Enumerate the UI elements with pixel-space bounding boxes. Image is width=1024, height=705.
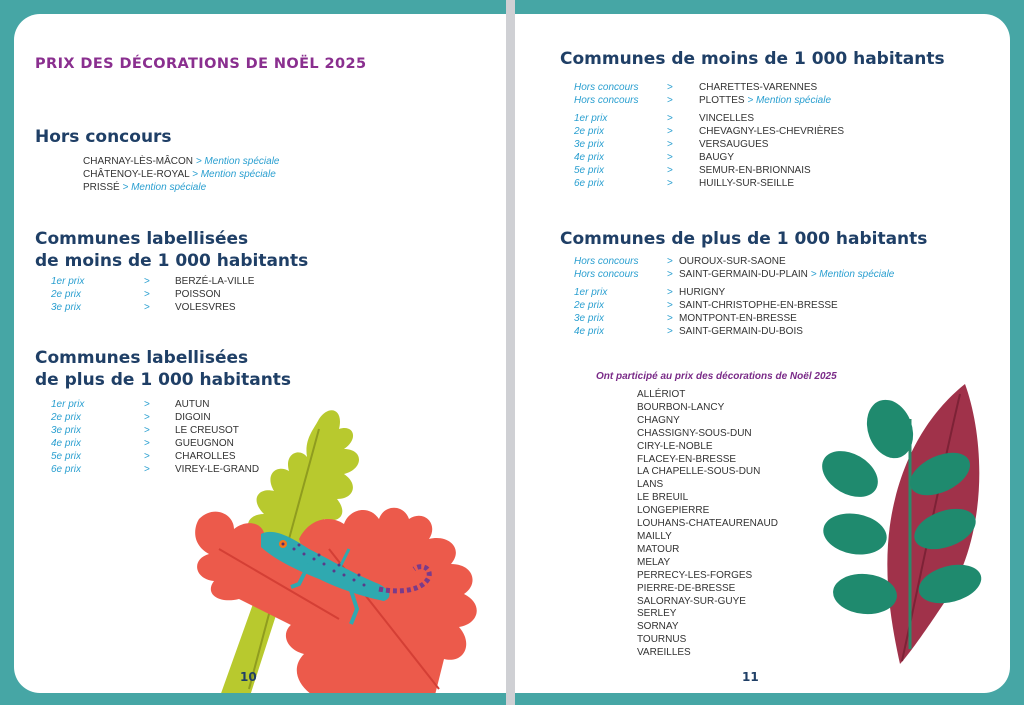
book-gutter [506,0,515,705]
arrow-separator: > [144,412,150,423]
list-item: CHÂTENOY-LE-ROYAL > Mention spéciale [83,169,276,180]
rank-label: 6e prix [51,464,82,475]
arrow-separator: > [144,438,150,449]
commune-name: CHEVAGNY-LES-CHEVRIÈRES [699,126,845,137]
participant-item: SERLEY [637,608,677,620]
heading-labellisees-moins: Communes labellisées de moins de 1 000 habitants [35,229,309,271]
arrow-separator: > [667,82,673,93]
arrow-separator: > [667,165,673,176]
page-number: 10 [240,670,257,684]
commune-name: CHAROLLES [175,451,236,462]
participant-item: SORNAY [637,621,679,633]
list-item [515,177,995,190]
arrow-separator: > [667,269,673,280]
participant-item: MELAY [637,556,671,568]
commune-name: VERSAUGUES [699,139,769,150]
rank-label: 3e prix [51,425,82,436]
commune-name: VOLESVRES [175,302,236,313]
mention-speciale: > Mention spéciale [747,95,832,106]
arrow-separator: > [144,276,150,287]
rank-label: 2e prix [574,126,605,137]
page-number: 11 [742,670,759,684]
arrow-separator: > [144,451,150,462]
list-item: CHARNAY-LÈS-MÂCON > Mention spéciale [83,156,280,167]
participant-item: BOURBON-LANCY [637,401,725,413]
commune-name: CHARETTES-VARENNES [699,82,818,93]
commune-name: SAINT-CHRISTOPHE-EN-BRESSE [679,300,838,311]
rank-label: 3e prix [51,302,82,313]
left-page [14,14,506,693]
list-item [515,255,995,268]
list-item [515,94,995,107]
participant-item: LONGEPIERRE [637,505,710,517]
rank-label: 3e prix [574,139,605,150]
gecko-leaves-illustration [179,399,499,693]
participant-item: PERRECY-LES-FORGES [637,569,753,581]
list-item [515,286,995,299]
commune-name: POISSON [175,289,221,300]
commune-name: AUTUN [175,399,210,410]
rank-label: 3e prix [574,313,605,324]
commune-name: HURIGNY [679,287,726,298]
heading-communes-moins: Communes de moins de 1 000 habitants [560,49,945,69]
list-item [515,81,995,94]
commune-name: PLOTTES > Mention spéciale [699,95,832,106]
arrow-separator: > [667,139,673,150]
commune-name: VINCELLES [699,113,755,124]
rank-label: 4e prix [574,152,605,163]
list-item [515,125,995,138]
commune-name: VIREY-LE-GRAND [175,464,260,475]
arrow-separator: > [144,289,150,300]
participant-item: LOUHANS-CHATEAURENAUD [637,518,778,530]
participant-item: TOURNUS [637,634,687,646]
list-item [515,268,995,281]
arrow-separator: > [667,126,673,137]
rank-label: Hors concours [574,82,639,93]
arrow-separator: > [667,300,673,311]
participant-item: ALLÉRIOT [637,389,686,400]
participants-list [637,389,778,660]
leaf-branch-illustration [820,379,990,669]
arrow-separator: > [144,464,150,475]
commune-name: BERZÉ-LA-VILLE [175,276,255,287]
arrow-separator: > [667,152,673,163]
rank-label: 1er prix [574,113,608,124]
list-item [515,151,995,164]
arrow-separator: > [667,178,673,189]
rank-label: 1er prix [51,399,85,410]
list-item [14,288,494,301]
participant-item: FLACEY-EN-BRESSE [637,453,737,465]
rank-label: 4e prix [51,438,82,449]
commune-name: LE CREUSOT [175,425,239,436]
commune-name: DIGOIN [175,412,211,423]
commune-name: SAINT-GERMAIN-DU-BOIS [679,326,803,337]
rank-label: Hors concours [574,95,639,106]
list-item [14,301,494,314]
mention-speciale: > Mention spéciale [810,269,895,280]
document-title: PRIX DES DÉCORATIONS DE NOËL 2025 [35,56,367,72]
participant-item: PIERRE-DE-BRESSE [637,582,736,594]
rank-label: 2e prix [574,300,605,311]
arrow-separator: > [667,326,673,337]
list-item [515,325,995,338]
participants-heading: Ont participé au prix des décorations de Noël 2025 [596,371,837,382]
commune-name: GUEUGNON [175,438,234,449]
participant-item: VAREILLES [637,647,691,659]
rank-label: Hors concours [574,269,639,280]
list-item [515,312,995,325]
rank-label: 1er prix [574,287,608,298]
arrow-separator: > [667,313,673,324]
arrow-separator: > [144,399,150,410]
heading-labellisees-plus: Communes labellisées de plus de 1 000 habitants [35,348,292,390]
rank-label: 2e prix [51,412,82,423]
heading-hors-concours: Hors concours [35,127,172,147]
rank-label: Hors concours [574,256,639,267]
participant-item: CIRY-LE-NOBLE [637,440,713,452]
arrow-separator: > [667,95,673,106]
rank-label: 5e prix [574,165,605,176]
participant-item: SALORNAY-SUR-GUYE [637,595,746,607]
participant-item: CHAGNY [637,414,680,426]
right-page [515,14,1010,693]
arrow-separator: > [667,287,673,298]
rank-label: 2e prix [51,289,82,300]
commune-name: SAINT-GERMAIN-DU-PLAIN > Mention spéciale [679,269,895,280]
participant-item: MATOUR [637,543,680,555]
commune-name: HUILLY-SUR-SEILLE [699,178,795,189]
commune-name: SEMUR-EN-BRIONNAIS [699,165,811,176]
commune-name: BAUGY [699,152,735,163]
participant-item: MAILLY [637,530,672,542]
rank-label: 1er prix [51,276,85,287]
participant-item: LE BREUIL [637,492,689,504]
list-item [515,112,995,125]
list-item [515,299,995,312]
list-item: PRISSÉ > Mention spéciale [83,182,207,193]
commune-name: OUROUX-SUR-SAONE [679,256,786,267]
list-item [515,164,995,177]
list-item [515,138,995,151]
participant-item: LANS [637,479,664,491]
heading-communes-plus: Communes de plus de 1 000 habitants [560,229,928,249]
participant-item: LA CHAPELLE-SOUS-DUN [637,466,761,478]
rank-label: 4e prix [574,326,605,337]
arrow-separator: > [144,425,150,436]
commune-name: MONTPONT-EN-BRESSE [679,313,797,324]
arrow-separator: > [144,302,150,313]
arrow-separator: > [667,113,673,124]
rank-label: 6e prix [574,178,605,189]
list-item [14,275,494,288]
arrow-separator: > [667,256,673,267]
participant-item: CHASSIGNY-SOUS-DUN [637,427,752,439]
rank-label: 5e prix [51,451,82,462]
